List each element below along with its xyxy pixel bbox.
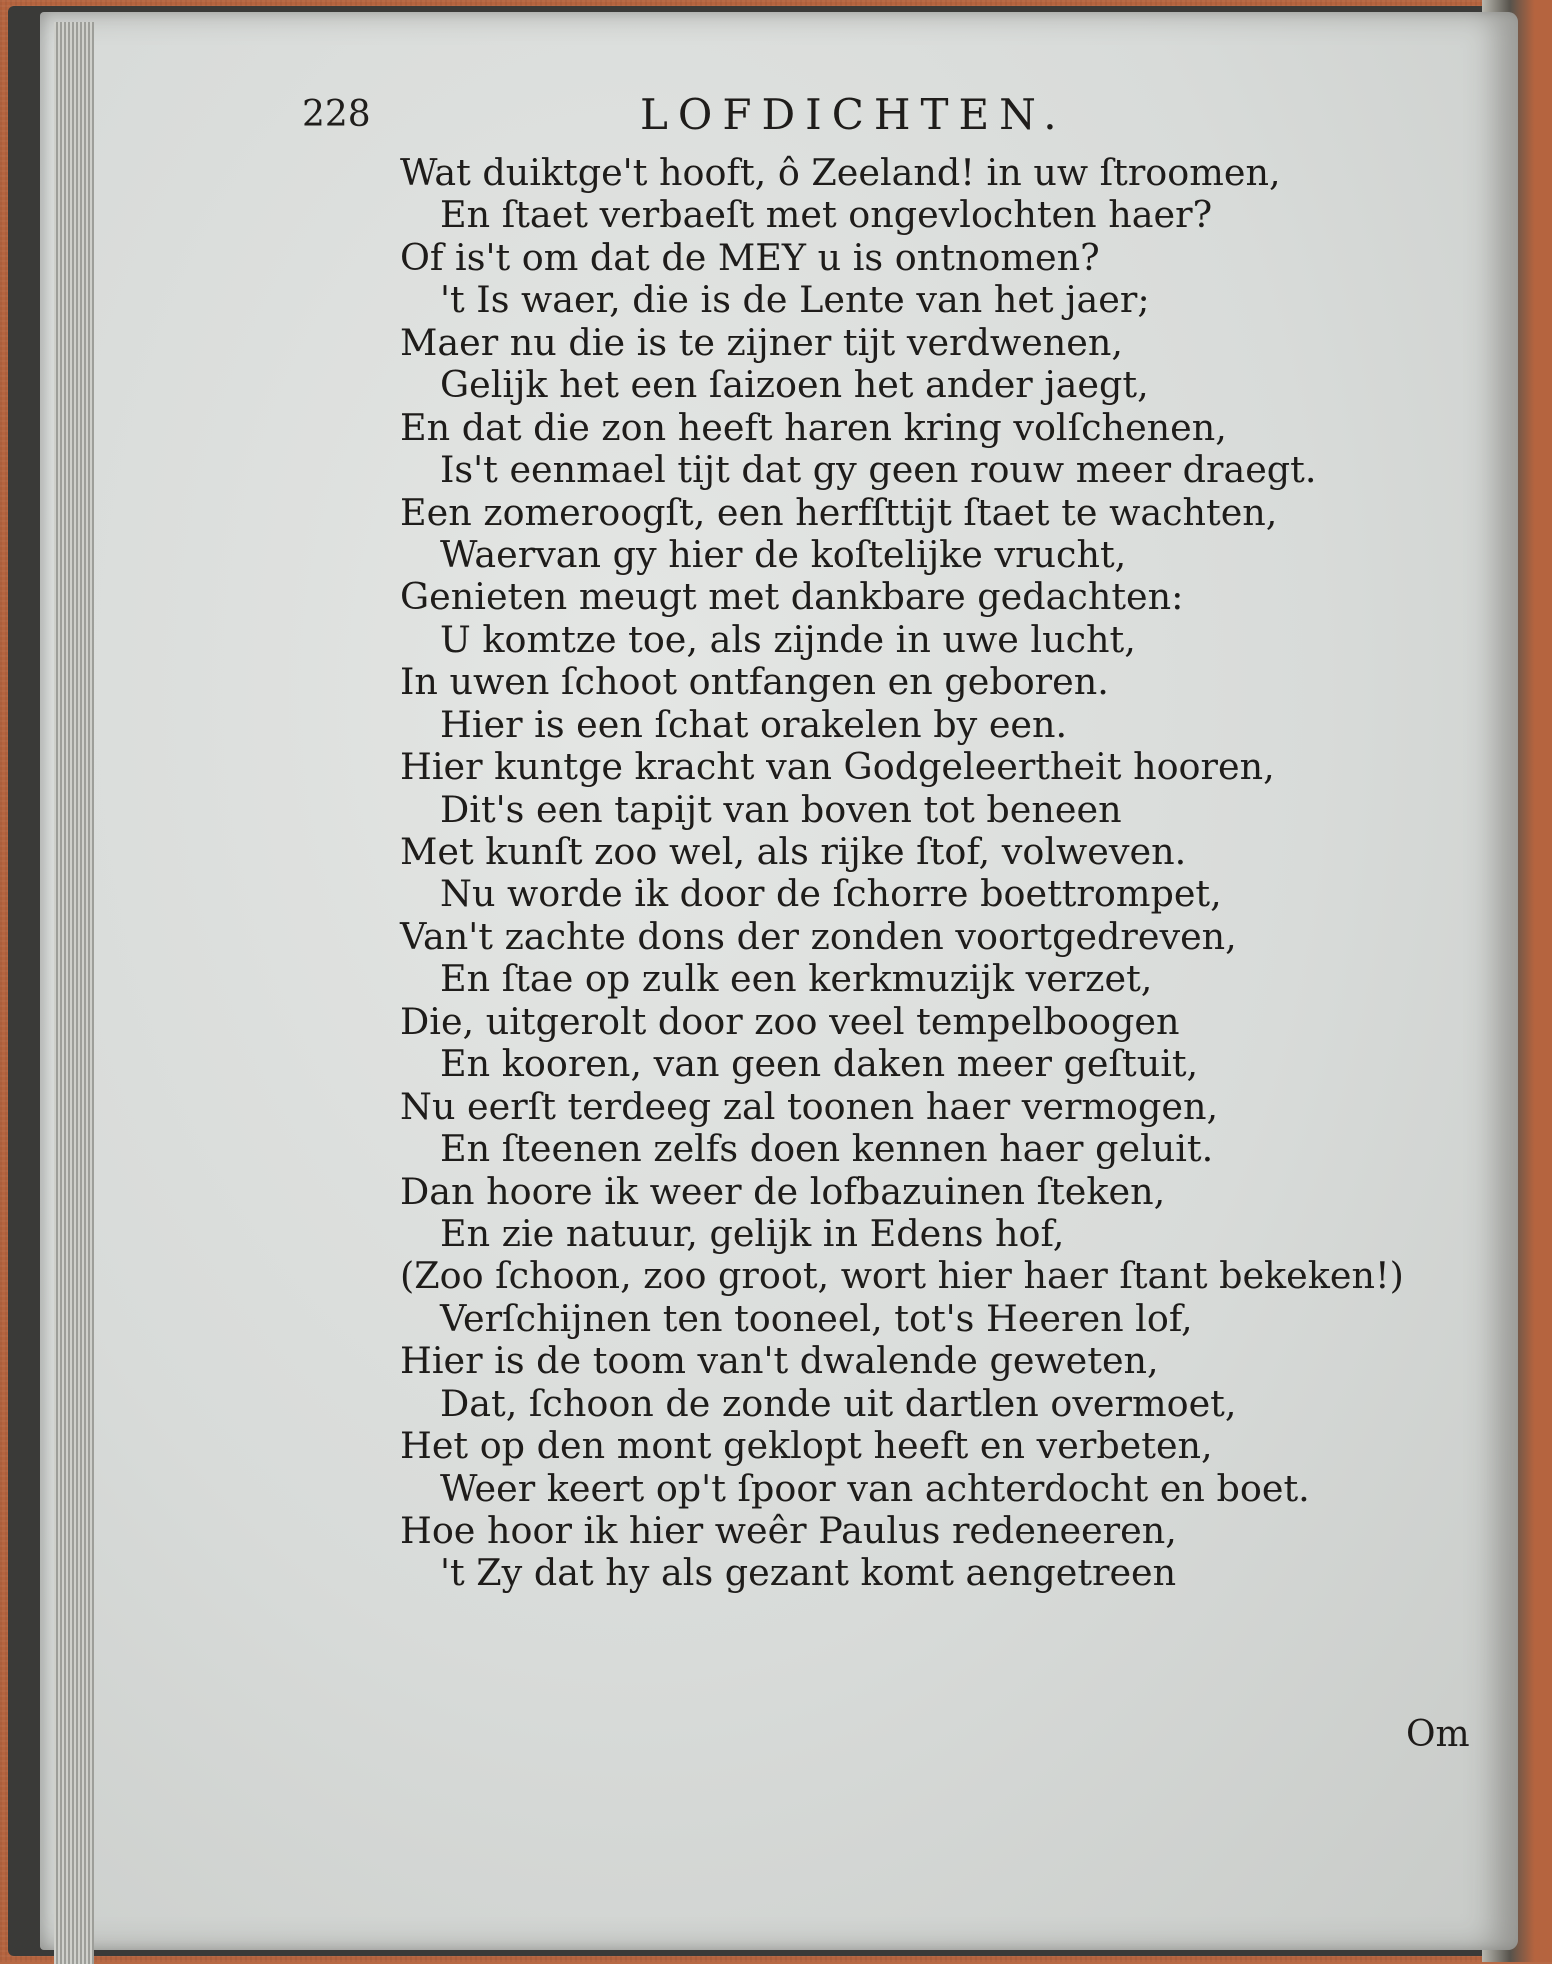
poem-line: Het op den mont geklopt heeft en verbeten, bbox=[400, 1424, 1213, 1468]
page-number: 228 bbox=[302, 94, 371, 135]
poem-line: Nu eerſt terdeeg zal toonen haer vermogen, bbox=[400, 1084, 1219, 1128]
running-title: LOFDICHTEN. bbox=[640, 90, 1067, 139]
poem-line: U komtze toe, als zijnde in uwe lucht, bbox=[440, 617, 1136, 661]
poem-line: (Zoo ſchoon, zoo groot, wort hier haer ſtant bekeken!) bbox=[400, 1254, 1404, 1298]
page-stack-edges bbox=[54, 22, 94, 1964]
poem-line: En ſtaet verbaeſt met ongevlochten haer? bbox=[440, 193, 1213, 237]
poem-line: Een zomeroogſt, een herfſttijt ſtaet te wachten, bbox=[400, 490, 1278, 534]
poem-line: Wat duiktge't hooft, ô Zeeland! in uw ſtroomen, bbox=[400, 151, 1281, 194]
poem-line: Of is't om dat de MEY u is ontnomen? bbox=[400, 235, 1100, 279]
poem-line: Is't eenmael tijt dat gy geen rouw meer draegt. bbox=[440, 448, 1317, 492]
poem-line: Gelijk het een ſaizoen het ander jaegt, bbox=[440, 363, 1149, 407]
poem-line: Hier kuntge kracht van Godgeleertheit hooren, bbox=[400, 745, 1275, 789]
poem-line: Dan hoore ik weer de lofbazuinen ſteken, bbox=[400, 1169, 1166, 1213]
book-page bbox=[40, 12, 1518, 1950]
poem-line: Dit's een tapijt van boven tot beneen bbox=[440, 787, 1122, 831]
poem-line: 't Zy dat hy als gezant komt aengetreen bbox=[440, 1551, 1177, 1595]
poem-line: Nu worde ik door de ſchorre boettrompet, bbox=[440, 872, 1222, 916]
poem-line: Dat, ſchoon de zonde uit dartlen overmoet, bbox=[440, 1381, 1237, 1425]
poem-line: En dat die zon heeft haren kring volſchenen, bbox=[400, 405, 1227, 449]
poem-line: Met kunſt zoo wel, als rijke ſtof, volweven. bbox=[400, 830, 1187, 873]
poem-line: Hier is de toom van't dwalende geweten, bbox=[400, 1339, 1159, 1383]
poem-line: Verſchijnen ten tooneel, tot's Heeren lof, bbox=[440, 1296, 1193, 1340]
poem-line: En zie natuur, gelijk in Edens hof, bbox=[440, 1211, 1065, 1255]
page-header bbox=[40, 90, 1518, 144]
poem-line: En ſteenen zelfs doen kennen haer geluit. bbox=[440, 1127, 1214, 1171]
poem-line: Van't zachte dons der zonden voortgedreven, bbox=[400, 914, 1237, 958]
poem-line: Waervan gy hier de koſtelijke vrucht, bbox=[440, 532, 1127, 576]
poem-line: Hoe hoor ik hier weêr Paulus redeneeren, bbox=[400, 1509, 1177, 1552]
poem-line: En kooren, van geen daken meer geſtuit, bbox=[440, 1042, 1199, 1086]
poem-line: 't Is waer, die is de Lente van het jaer; bbox=[440, 278, 1150, 322]
catchword: Om bbox=[1406, 1714, 1470, 1755]
poem-line: En ſtae op zulk een kerkmuzijk verzet, bbox=[440, 957, 1153, 1001]
poem-line: Maer nu die is te zijner tijt verdwenen, bbox=[400, 320, 1123, 364]
poem-line: In uwen ſchoot ontfangen en geboren. bbox=[400, 660, 1109, 704]
poem-line: Die, uitgerolt door zoo veel tempelboogen bbox=[400, 999, 1180, 1043]
poem-line: Hier is een ſchat orakelen by een. bbox=[440, 702, 1068, 746]
poem-line: Weer keert op't ſpoor van achterdocht en boet. bbox=[440, 1466, 1310, 1510]
poem-text-block bbox=[400, 152, 1480, 1595]
poem-line: Genieten meugt met dankbare gedachten: bbox=[400, 575, 1184, 619]
